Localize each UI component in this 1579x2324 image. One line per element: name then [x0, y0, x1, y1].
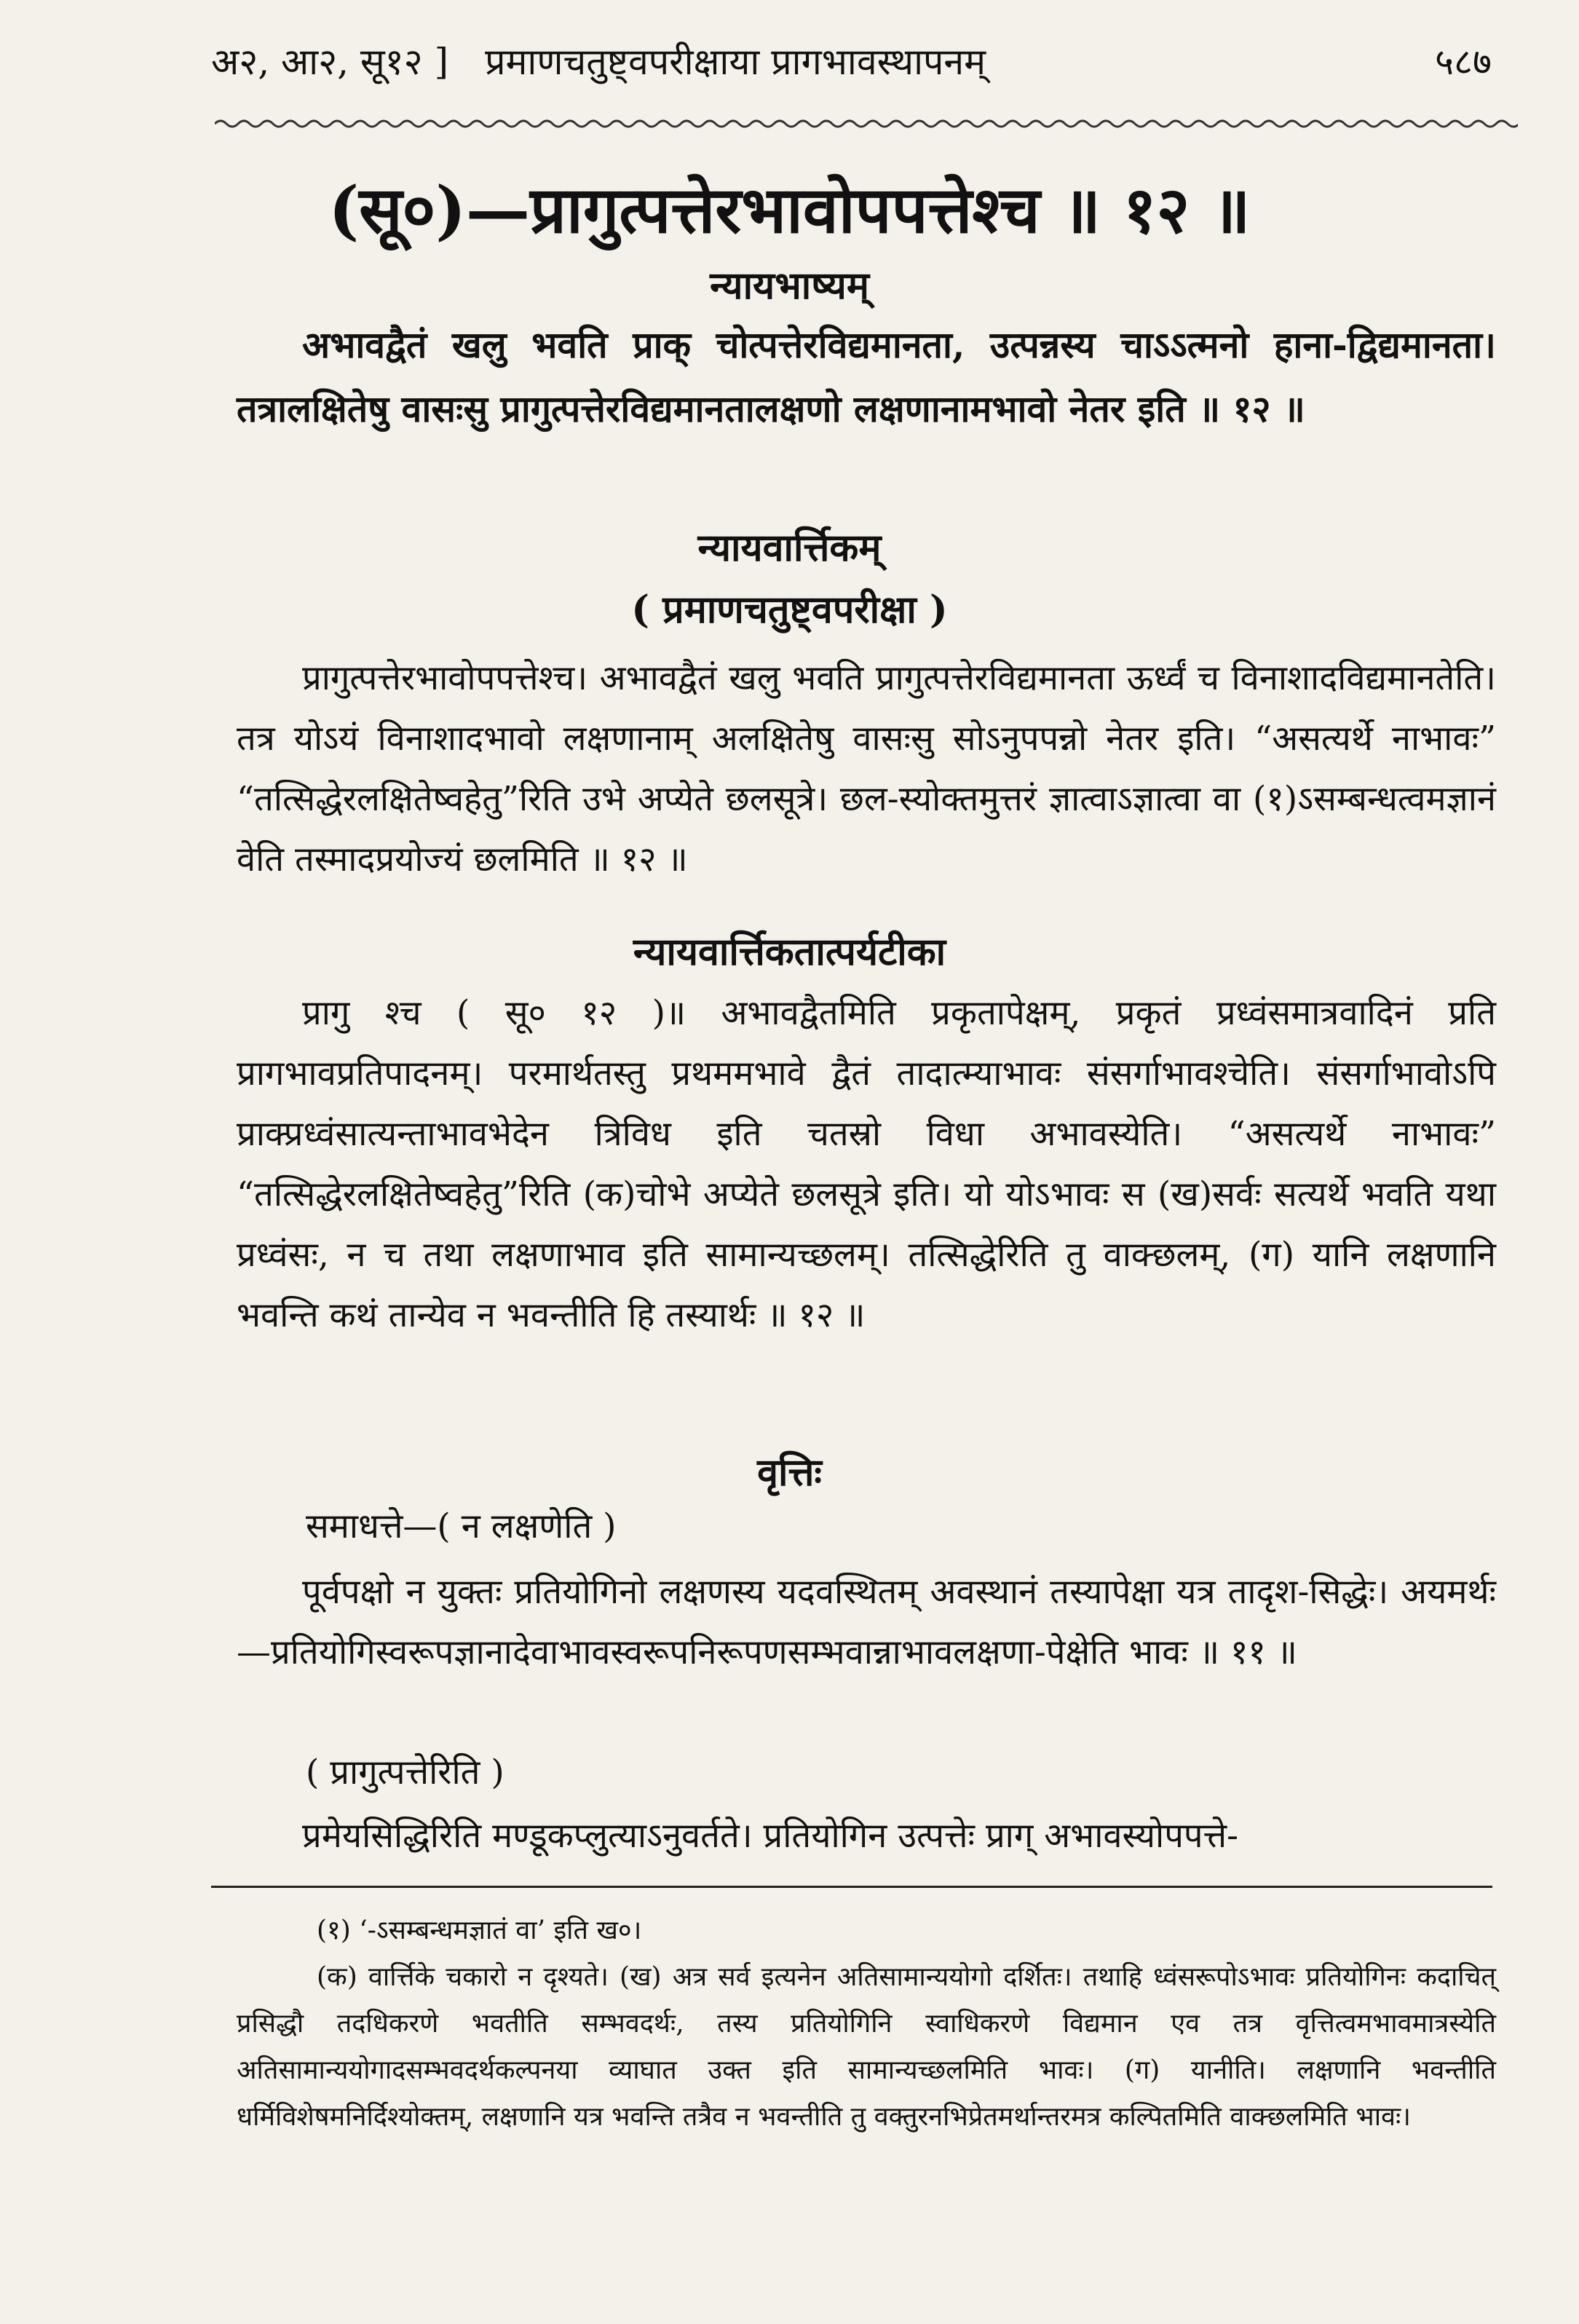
vritti-text-2: प्रमेयसिद्धिरिति मण्डूकप्लुत्याऽनुवर्तते। प्रतियोगिन उत्पत्तेः प्राग् अभावस्योपपत्ते-	[302, 1816, 1238, 1856]
varttika-subheading: ( प्रमाणचतुष्ट्वपरीक्षा )	[631, 588, 948, 632]
footnotes	[237, 1908, 1496, 2141]
varttika-heading: न्यायवार्त्तिकम्	[697, 526, 882, 570]
vritti-heading: वृत्तिः	[757, 1450, 822, 1495]
vritti-pratika: ( प्रागुत्पत्तेरिति )	[306, 1752, 504, 1793]
footnote-1: (१) ‘-ऽसम्बन्धमज्ञातं वा’ इति ख०।	[317, 1916, 642, 1945]
tika-heading: न्यायवार्त्तिकतात्पर्यटीका	[633, 930, 946, 974]
footnote-2: (क) वार्त्तिके चकारो न दृश्यते। (ख) अत्र सर्व इत्यनेन अतिसामान्ययोगो दर्शितः। तथाहि ध्वंसरूपोऽभावः प्रतियोगिनः कदाचित् प्रसिद्धौ तदधिकरणे भवतीति सम्भवदर्थः, तस्य प्रतियोगिनि स्वाधिकरणे विद्यमान एव तत्र वृत्तित्वमभावमात्रस्येति अतिसामान्ययोगादसम्भवदर्थकल्पनया व्याघात उक्त इति सामान्यच्छलमिति भावः। (ग) यानीति। लक्षणानि भवन्तीति धर्मिविशेषमनिर्दिश्योक्तम्, लक्षणानि यत्र भवन्ति तत्रैव न भवन्तीति तु वक्तुरनभिप्रेतमर्थान्तरमत्र कल्पितमिति वाक्छलमिति भावः।	[237, 1962, 1496, 2132]
sutra-title: (सू०)—प्रागुत्पत्तेरभावोपपत्तेश्च ॥ १२ ॥	[328, 172, 1251, 248]
tika-text: प्रागु श्च ( सू० १२ )॥ अभावद्वैतमिति प्रकृतापेक्षम्, प्रकृतं प्रध्वंसमात्रवादिनं प्रति प्रागभावप्रतिपादनम्। परमार्थतस्तु प्रथममभावे द्वैतं तादात्म्याभावः संसर्गाभावश्चेति। संसर्गाभावोऽपि प्राक्प्रध्वंसात्यन्ताभावभेदेन त्रिविध इति चतस्रो विधा अभावस्येति। “असत्यर्थे नाभावः” “तत्सिद्धेरलक्षितेष्वहेतु”रिति (क)चोभे अप्येते छलसूत्रे इति। यो योऽभावः स (ख)सर्वः सत्यर्थे भवति यथा प्रध्वंसः, न च तथा लक्षणाभाव इति सामान्यच्छलम्। तत्सिद्धेरिति तु वाक्छलम्, (ग) यानि लक्षणानि भवन्ति कथं तान्येव न भवन्तीति हि तस्यार्थः ॥ १२ ॥	[237, 993, 1496, 1335]
page-number: ५८७	[1435, 41, 1492, 83]
varttika-text: प्रागुत्पत्तेरभावोपपत्तेश्च। अभावद्वैतं खलु भवति प्रागुत्पत्तेरविद्यमानता ऊर्ध्वं च विनाशादविद्यमानतेति। तत्र योऽयं विनाशादभावो लक्षणानाम् अलक्षितेषु वासःसु सोऽनुपपन्नो नेतर इति। “असत्यर्थे नाभावः” “तत्सिद्धेरलक्षितेष्वहेतु”रिति उभे अप्येते छलसूत्रे। छल-स्योक्तमुत्तरं ज्ञात्वाऽज्ञात्वा वा (१)ऽसम्बन्धत्वमज्ञानं वेति तस्मादप्रयोज्यं छलमिति ॥ १२ ॥	[237, 658, 1496, 880]
section-reference: अ२, आ२, सू१२ ]	[211, 41, 449, 83]
running-title: प्रमाणचतुष्ट्वपरीक्षाया प्रागभावस्थापनम्	[485, 41, 986, 83]
vritti-samadhatte: समाधत्ते—( न लक्षणेति )	[306, 1506, 617, 1546]
footnote-rule	[211, 1886, 1492, 1888]
running-head	[211, 28, 1492, 93]
bhashya-text: अभावद्वैतं खलु भवति प्राक् चोत्पत्तेरविद्यमानता, उत्पन्नस्य चाऽऽत्मनो हाना-द्विद्यमानता। तत्रालक्षितेषु वासःसु प्रागुत्पत्तेरविद्यमानतालक्षणो लक्षणानामभावो नेतर इति ॥ १२ ॥	[237, 323, 1496, 430]
wavy-rule	[215, 116, 1518, 131]
running-head-left	[211, 36, 986, 85]
vritti-text-1: पूर्वपक्षो न युक्तः प्रतियोगिनो लक्षणस्य यदवस्थितम् अवस्थानं तस्यापेक्षा यत्र तादृश-सिद्धेः। अयमर्थः—प्रतियोगिस्वरूपज्ञानादेवाभावस्वरूपनिरूपणसम्भवान्नाभावलक्षणा-पेक्षेति भावः ॥ ११ ॥	[237, 1572, 1496, 1672]
bhashya-heading: न्यायभाष्यम्	[710, 264, 869, 308]
